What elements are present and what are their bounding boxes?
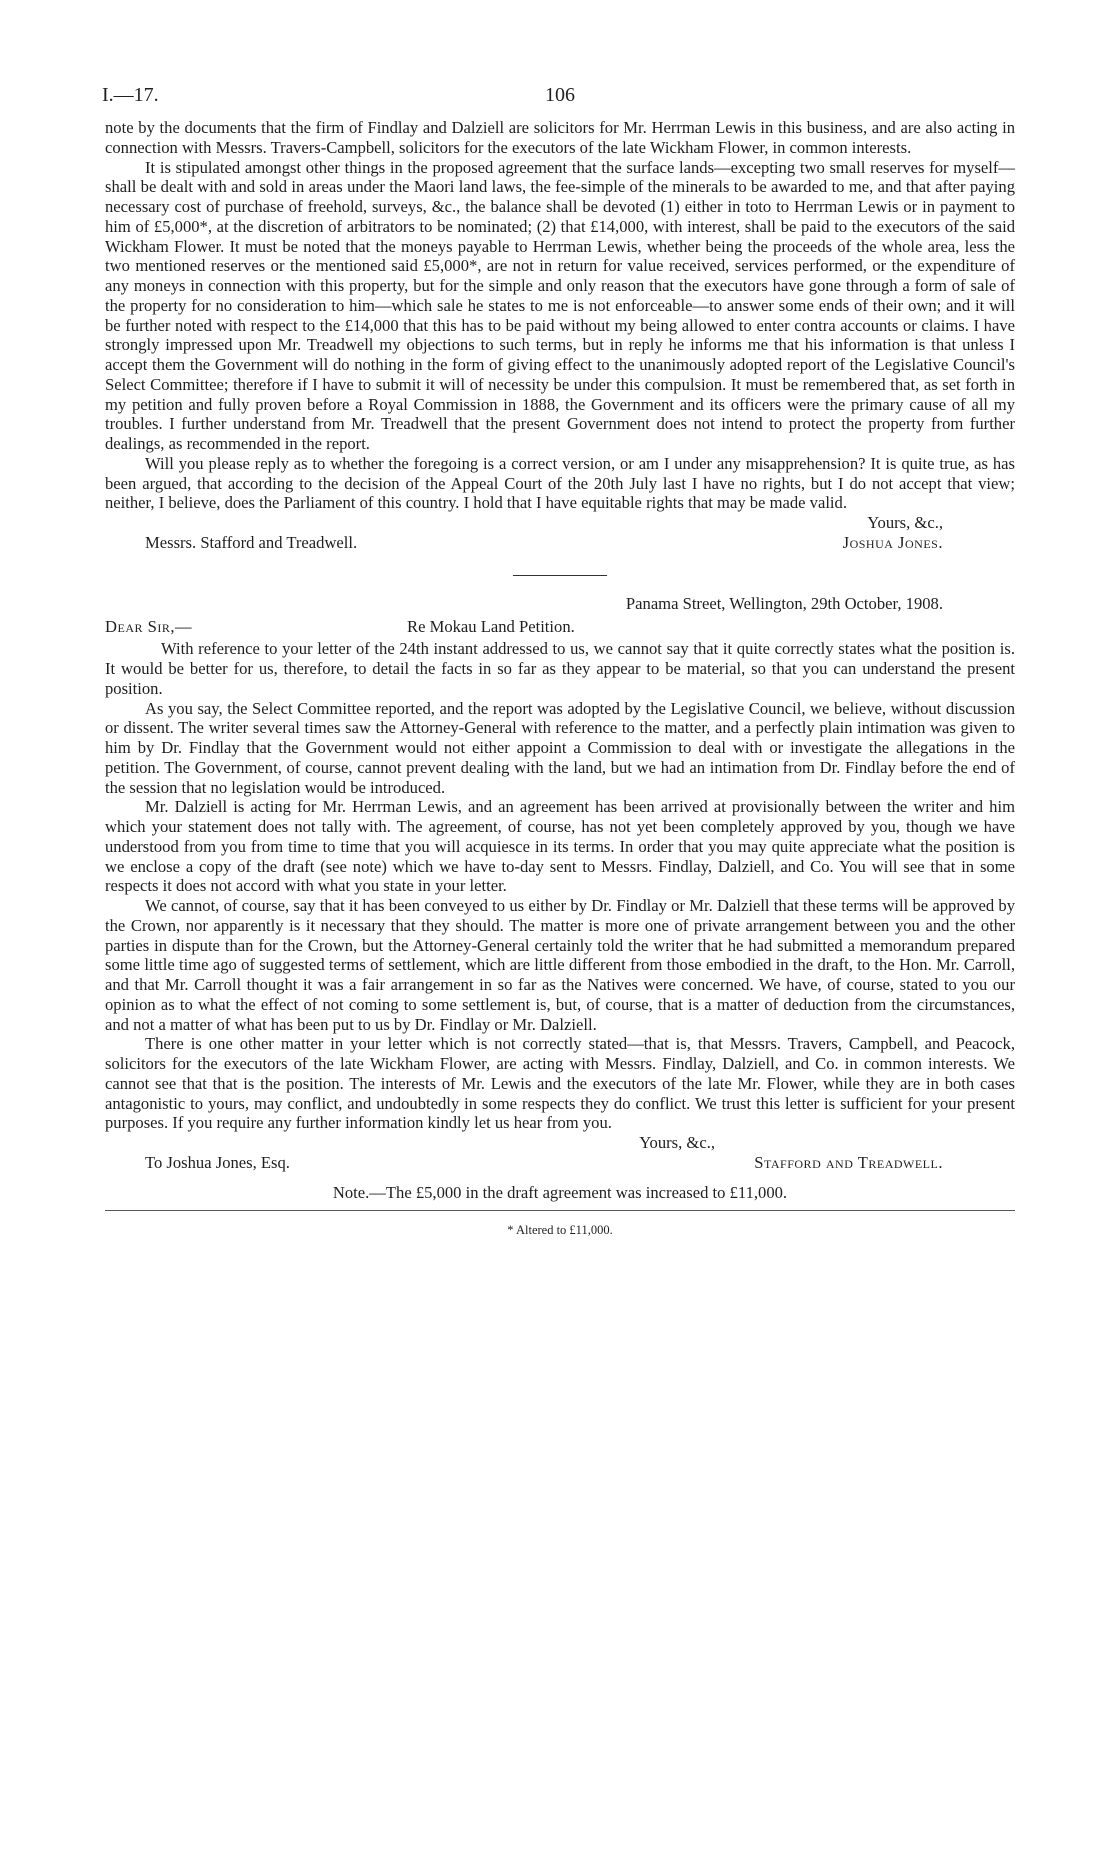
letter-from-stafford-treadwell	[105, 594, 1015, 1173]
letter2-signature: Stafford and Treadwell.	[754, 1152, 943, 1172]
letter2-paragraph: Mr. Dalziell is acting for Mr. Herrman Lewis, and an agreement has been arrived at provisionally between the writer and him which your statement does not tally with. The agreement, of course, has not yet been completely approved by you, though we have understood from you from time to time that you will acquiesce in its terms. In order that you may quite appreciate what the position is we enclose a copy of the draft (see note) which we have to-day sent to Messrs. Findlay, Dalziell, and Co. You will see that in some respects it does not accord with what you state in your letter.	[105, 797, 1015, 896]
letter1-paragraph: Will you please reply as to whether the foregoing is a correct version, or am I under any misapprehension? It is quite true, as has been argued, that according to the decision of the Appeal Court of the 20th July last I have no rights, but I do not accept that view; neither, I believe, does the Parliament of this country. I hold that I have equitable rights that may be made valid.	[105, 453, 1015, 513]
letter1-addressee: Messrs. Stafford and Treadwell.	[145, 532, 358, 552]
letter1-closing: Yours, &c.,	[867, 513, 943, 532]
letter-from-jones	[105, 118, 1015, 553]
letter1-signoff	[105, 513, 1015, 533]
document-code: I.—17.	[102, 84, 159, 106]
footnote: * Altered to £11,000.	[507, 1223, 613, 1238]
footnote-rule	[105, 1210, 1015, 1211]
letter1-paragraph: It is stipulated amongst other things in the proposed agreement that the surface lands—excepting two small reserves for myself—shall be dealt with and sold in areas under the Maori land laws, the fee-simple of the minerals to be awarded to me, and that after paying necessary cost of purchase of freehold, surveys, &c., the balance shall be devoted (1) either in toto to Herrman Lewis or in payment to him of £5,000*, at the discretion of arbitrators to be nominated; (2) that £14,000, with interest, shall be paid to the executors of the said Wickham Flower. It must be noted that the moneys payable to Herrman Lewis, whether being the proceeds of the whole area, less the two mentioned reserves or the mentioned said £5,000*, are not in return for value received, services performed, or the expenditure of any moneys in connection with this property, but for the simple and only reason that the executors have gone through a form of sale of the property for no consideration to him—which sale he states to me is not enforceable—to answer some ends of their own; and it will be further noted with respect to the £14,000 that this has to be paid without my being allowed to enter contra accounts or claims. I have strongly impressed upon Mr. Treadwell my objections to such terms, but in reply he informs me that his information is that unless I accept them the Government will do nothing in the form of giving effect to the unanimously adopted report of the Legislative Council's Select Committee; therefore if I have to submit it will of necessity be under this compulsion. It must be remembered that, as set forth in my petition and fully proven before a Royal Commission in 1888, the Government and its officers were the primary cause of all my troubles. I further understand from Mr. Treadwell that the present Government does not intend to protect the property from further dealings, as recommended in the report.	[105, 157, 1015, 453]
letter2-closing: Yours, &c.,	[639, 1133, 715, 1152]
letter2-paragraph: As you say, the Select Committee reported, and the report was adopted by the Legislative Council, we believe, without discussion or dissent. The writer several times saw the Attorney-General with reference to the matter, and a perfectly plain intimation was given to him by Dr. Findlay that the Government would not either appoint a Commission to deal with or investigate the allegations in the petition. The Government, of course, cannot prevent dealing with the land, but we had an intimation from Dr. Findlay before the end of the session that no legislation would be introduced.	[105, 698, 1015, 797]
editorial-note: Note.—The £5,000 in the draft agreement was increased to £11,000.	[332, 1182, 788, 1202]
page-header	[102, 84, 1015, 118]
letter1-paragraph: note by the documents that the firm of Findlay and Dalziell are solicitors for Mr. Herrman Lewis in this business, and are also acting in connection with Messrs. Travers-Campbell, solicitors for the executors of the late Wickham Flower, in common interests.	[105, 118, 1015, 157]
letter2-paragraph: We cannot, of course, say that it has been conveyed to us either by Dr. Findlay or Mr. Dalziell that these terms will be approved by the Crown, nor apparently is it necessary that they should. The matter is more one of private arrangement between you and the other parties in dispute than for the Crown, but the Attorney-General certainly told the writer that he had submitted a memorandum prepared some little time ago of suggested terms of settlement, which are little different from those embodied in the draft, to the Hon. Mr. Carroll, and that Mr. Carroll thought it was a fair arrangement in so far as the Natives were concerned. We have, of course, stated to you our opinion as to what the effect of not coming to some settlement is, but, of course, that is a matter of deduction from the circumstances, and not a matter of what has been put to us by Dr. Findlay or Mr. Dalziell.	[105, 896, 1015, 1034]
letter2-signoff	[105, 1133, 1015, 1153]
letter2-addressee: To Joshua Jones, Esq.	[145, 1152, 290, 1172]
letter2-salutation-row	[105, 617, 1015, 639]
letter2-re-line: Re Mokau Land Petition.	[407, 617, 575, 637]
section-divider	[513, 575, 607, 576]
letter1-signature: Joshua Jones.	[842, 532, 943, 552]
document-page	[102, 84, 1015, 1856]
page-number: 106	[545, 84, 575, 106]
letter2-address: Panama Street, Wellington, 29th October, 1908.	[625, 593, 943, 613]
letter2-paragraph: With reference to your letter of the 24th instant addressed to us, we cannot say that it quite correctly states what the position is. It would be better for us, therefore, to detail the facts in so far as they appear to be material, so that you can understand the present position.	[105, 639, 1015, 698]
letter1-signature-row	[105, 533, 1015, 553]
letter2-paragraph: There is one other matter in your letter which is not correctly stated—that is, that Messrs. Travers, Campbell, and Peacock, solicitors for the executors of the late Wickham Flower, are acting with Messrs. Findlay, Dalziell, and Co. in common interests. We cannot see that that is the position. The interests of Mr. Lewis and the executors of the late Mr. Flower, while they are in both cases antagonistic to yours, may conflict, and undoubtedly in some respects they do conflict. We trust this letter is sufficient for your present purposes. If you require any further information kindly let us hear from you.	[105, 1034, 1015, 1133]
letter2-signature-row	[105, 1153, 1015, 1173]
letter2-salutation: Dear Sir,—	[105, 617, 193, 637]
